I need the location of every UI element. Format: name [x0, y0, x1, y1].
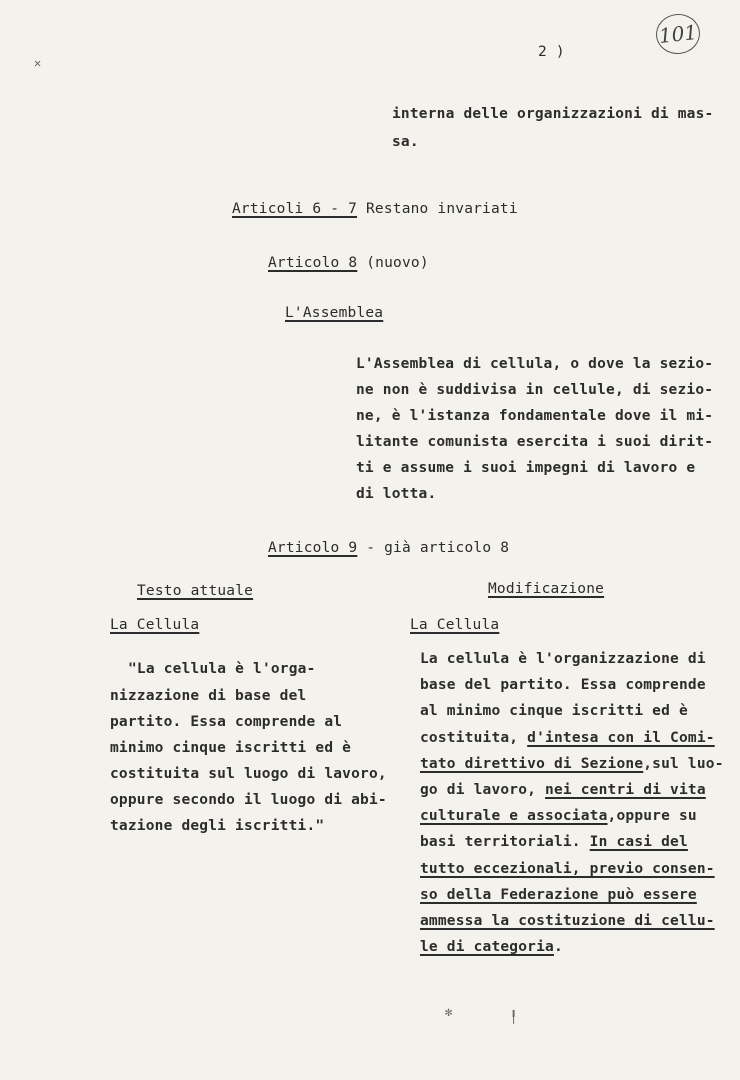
- left-line: "La cellula è l'orga-: [128, 661, 316, 677]
- underlined-segment: culturale e associata: [420, 808, 608, 824]
- right-line: [420, 651, 706, 667]
- right-line: [420, 939, 563, 955]
- text-segment: go di lavoro,: [420, 782, 546, 798]
- intro-line-2: sa.: [392, 134, 419, 150]
- underlined-segment: tato direttivo di Sezione: [420, 756, 644, 772]
- ink-mark: ✻: [445, 1005, 453, 1019]
- left-line: nizzazione di base del: [110, 688, 307, 704]
- page-number: 2 ): [538, 44, 565, 60]
- article-8-heading: [268, 255, 429, 271]
- right-line: [420, 861, 715, 877]
- underlined-segment: nei centri di vita: [545, 782, 706, 798]
- underlined-segment: In casi del: [589, 834, 688, 850]
- ink-mark: ╿: [510, 1010, 518, 1024]
- text-segment: ,oppure su: [607, 808, 697, 824]
- ink-mark: ✕: [34, 56, 42, 70]
- article-9-heading: [268, 540, 509, 556]
- text-segment: ,sul luo-: [643, 756, 724, 772]
- articles-6-7-text: Restano invariati: [365, 201, 518, 217]
- right-line: [420, 808, 697, 824]
- assemblea-line: litante comunista esercita i suoi dirit-: [356, 434, 714, 450]
- articles-6-7-heading: [232, 201, 518, 217]
- text-segment: .: [553, 939, 563, 955]
- right-line: [420, 677, 706, 693]
- left-line: partito. Essa comprende al: [110, 714, 343, 730]
- left-line: oppure secondo il luogo di abi-: [110, 792, 387, 808]
- right-column-heading: Modificazione: [488, 581, 605, 597]
- archive-stamp: 101: [654, 12, 702, 56]
- assemblea-line: ti e assume i suoi impegni di lavoro e: [356, 460, 696, 476]
- articles-6-7-label: Articoli 6 - 7: [232, 201, 358, 217]
- intro-line-1: interna delle organizzazioni di mas-: [392, 106, 714, 122]
- text-segment: La cellula è l'organizzazione di: [420, 651, 706, 667]
- assemblea-line: di lotta.: [356, 486, 437, 502]
- right-line: [420, 730, 715, 746]
- article-8-label: Articolo 8: [268, 255, 358, 271]
- underlined-segment: ammessa la costituzione di cellu-: [420, 913, 715, 929]
- text-segment: base del partito. Essa comprende: [420, 677, 706, 693]
- left-line: costituita sul luogo di lavoro,: [110, 766, 387, 782]
- right-column-subheading: La Cellula: [410, 617, 500, 633]
- right-line: [420, 887, 697, 903]
- underlined-segment: so della Federazione può essere: [420, 887, 697, 903]
- article-9-text: - già articolo 8: [366, 540, 510, 556]
- right-line: [420, 756, 724, 772]
- left-line: minimo cinque iscritti ed è: [110, 740, 352, 756]
- left-column-subheading: La Cellula: [110, 617, 200, 633]
- assemblea-line: ne non è suddivisa in cellule, di sezio-: [356, 382, 714, 398]
- assemblea-heading: L'Assemblea: [285, 305, 384, 321]
- article-8-text: (nuovo): [366, 255, 429, 271]
- left-line: tazione degli iscritti.": [110, 818, 325, 834]
- left-column-heading: Testo attuale: [137, 583, 254, 599]
- text-segment: basi territoriali.: [420, 834, 590, 850]
- underlined-segment: tutto eccezionali, previo consen-: [420, 861, 715, 877]
- text-segment: al minimo cinque iscritti ed è: [420, 703, 688, 719]
- assemblea-line: L'Assemblea di cellula, o dove la sezio-: [356, 356, 714, 372]
- text-segment: costituita,: [420, 730, 528, 746]
- assemblea-line: ne, è l'istanza fondamentale dove il mi-: [356, 408, 714, 424]
- right-line: [420, 703, 688, 719]
- underlined-segment: le di categoria: [420, 939, 554, 955]
- article-9-label: Articolo 9: [268, 540, 358, 556]
- right-line: [420, 913, 715, 929]
- right-line: [420, 834, 688, 850]
- right-line: [420, 782, 706, 798]
- underlined-segment: d'intesa con il Comi-: [527, 730, 715, 746]
